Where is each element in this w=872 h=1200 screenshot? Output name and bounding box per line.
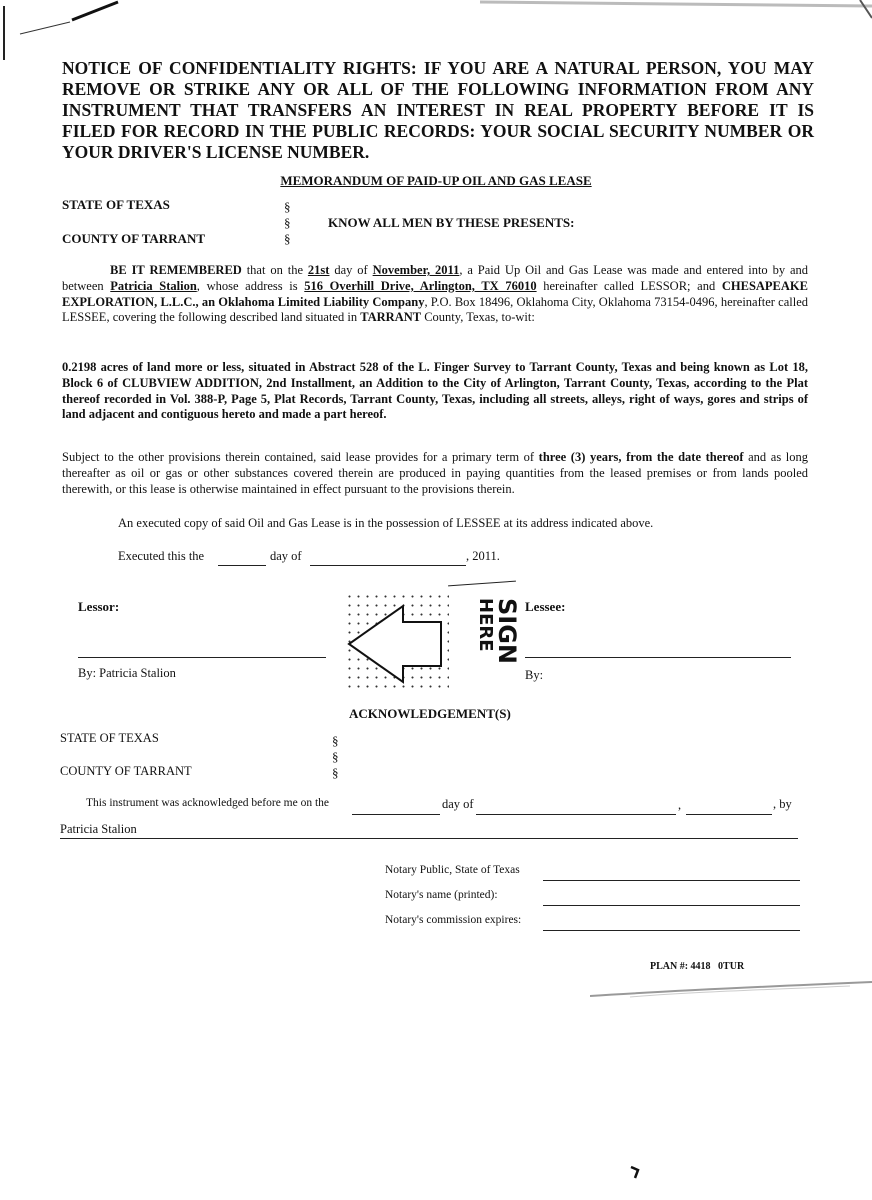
sign-here-label: [466, 598, 520, 674]
ack-name: Patricia Stalion: [60, 822, 137, 836]
ack-name-line[interactable]: [60, 838, 798, 839]
ack-instrument-text: This instrument was acknowledged before me on the: [86, 797, 330, 809]
ack-by: , by: [773, 797, 792, 811]
ack-section-symbols: [332, 733, 339, 781]
ack-state-label: STATE OF TEXAS: [60, 731, 159, 745]
notary-signature-line[interactable]: [543, 880, 800, 881]
term-bold: three (3) years, from the date thereof: [538, 450, 744, 464]
executed-prefix: Executed this the: [118, 549, 205, 563]
lessor-by: By: Patricia Stalion: [78, 666, 176, 680]
ack-comma: ,: [678, 798, 682, 812]
lessee-name: CHESAPEAKE EXPLORATION, L.L.C., an Oklahoma Limited Liability Company: [62, 278, 808, 309]
remembered-text-3: , a Paid Up Oil and Gas Lease was made and entered into by and between: [62, 263, 809, 293]
remembered-paragraph: [62, 263, 808, 326]
confidentiality-notice: NOTICE OF CONFIDENTIALITY RIGHTS: IF YOU ARE A NATURAL PERSON, YOU MAY REMOVE OR STRIKE ANY OR ALL OF THE FOLLOWING INFORMATION FROM ANY INSTRUMENT THAT TRANSFERS AN INTEREST IN REAL PROPERTY BEFORE IT IS FILED FOR RECORD IN THE PUBLIC RECORDS: YOUR SOCIAL SECURITY NUMBER OR YOUR DRIVER'S LICENSE NUMBER.: [62, 58, 814, 162]
lessee-by: By:: [525, 668, 544, 682]
lease-day: 21st: [307, 263, 330, 277]
executed-day-blank[interactable]: [218, 565, 266, 566]
here-word: HERE: [475, 598, 496, 652]
county-label: COUNTY OF TARRANT: [62, 231, 206, 246]
memorandum-title: MEMORANDUM OF PAID-UP OIL AND GAS LEASE: [280, 173, 592, 188]
notary-expires-label: Notary's commission expires:: [385, 914, 522, 926]
notary-name-label: Notary's name (printed):: [385, 889, 498, 901]
remembered-text-7: County, Texas, to-wit:: [421, 310, 535, 325]
section-symbols: [284, 199, 291, 247]
executed-month-blank[interactable]: [310, 565, 466, 566]
notary-name-line[interactable]: [543, 905, 800, 906]
ack-section-symbol-3: §: [332, 765, 339, 780]
ack-day-of: day of: [442, 797, 474, 811]
sign-word: SIGN: [493, 598, 521, 664]
scan-corner-mark: [0, 0, 872, 60]
sign-here-arrow-icon: [345, 592, 449, 694]
acknowledgement-title: ACKNOWLEDGEMENT(S): [349, 706, 511, 721]
ack-section-symbol-2: §: [332, 749, 339, 764]
remembered-text-4: , whose address is: [196, 278, 305, 293]
executed-copy-statement: An executed copy of said Oil and Gas Lease is in the possession of LESSEE at its address indicated above.: [118, 516, 654, 530]
term-text-2: and as long thereafter as oil or gas or other substances covered therein are produced in paying quantities from the leased premises or from lands pooled therewith, or this lease is otherwise maintained in effect pursuant to the provisions therein.: [62, 450, 808, 496]
notary-expires-line[interactable]: [543, 930, 800, 931]
section-symbol-1: §: [284, 199, 291, 214]
executed-day-of: day of: [270, 549, 302, 563]
remembered-text-1: that on the: [241, 263, 308, 277]
lessee-label: Lessee:: [525, 599, 566, 614]
section-symbol-2: §: [284, 215, 291, 230]
term-paragraph: [62, 450, 808, 497]
ack-county-label: COUNTY OF TARRANT: [60, 764, 192, 778]
lease-month-year: November, 2011: [372, 263, 460, 277]
scan-smudge: [590, 980, 872, 1002]
state-label: STATE OF TEXAS: [62, 197, 170, 212]
county-name: TARRANT: [360, 310, 422, 325]
term-text-1: Subject to the other provisions therein contained, said lease provides for a primary term of: [62, 450, 539, 464]
executed-year: , 2011.: [466, 549, 500, 563]
remembered-text-2: day of: [329, 263, 373, 277]
know-all-men: KNOW ALL MEN BY THESE PRESENTS:: [328, 215, 575, 230]
lessee-signature-line[interactable]: [525, 657, 791, 658]
remembered-text-6: , P.O. Box 18496, Oklahoma City, Oklahoma 73154-0496, hereinafter called LESSEE, covering the following described land situated in: [62, 294, 808, 325]
ack-year-blank[interactable]: [686, 814, 772, 815]
land-description: 0.2198 acres of land more or less, situated in Abstract 528 of the L. Finger Survey to Tarrant County, Texas and being known as Lot 18, Block 6 of CLUBVIEW ADDITION, 2nd Installment, an Addition to the City of Arlington, Tarrant County, Texas, according to the Plat thereof recorded in Vol. 388-P, Page 5, Plat Records, Tarrant County, Texas, including all streets, alleys, right of ways, gores and strips of land adjacent and contiguous hereto and made a part hereof.: [62, 360, 808, 422]
plan-number: PLAN #: 4418 0TUR: [650, 961, 745, 972]
scan-speck: [628, 1164, 642, 1180]
lessor-signature-line[interactable]: [78, 657, 326, 658]
remembered-lead: BE IT REMEMBERED: [110, 263, 242, 277]
section-symbol-3: §: [284, 231, 291, 246]
lessor-name: Patricia Stalion: [110, 278, 197, 293]
lessor-label: Lessor:: [78, 599, 120, 614]
ack-date-blank[interactable]: [352, 814, 440, 815]
ack-section-symbol-1: §: [332, 733, 339, 748]
remembered-text-5: hereinafter called LESSOR; and: [536, 278, 722, 293]
lessor-address: 516 Overhill Drive, Arlington, TX 76010: [304, 278, 537, 293]
ack-month-blank[interactable]: [476, 814, 676, 815]
stamp-stroke: [448, 581, 516, 587]
notary-public-label: Notary Public, State of Texas: [385, 864, 520, 876]
